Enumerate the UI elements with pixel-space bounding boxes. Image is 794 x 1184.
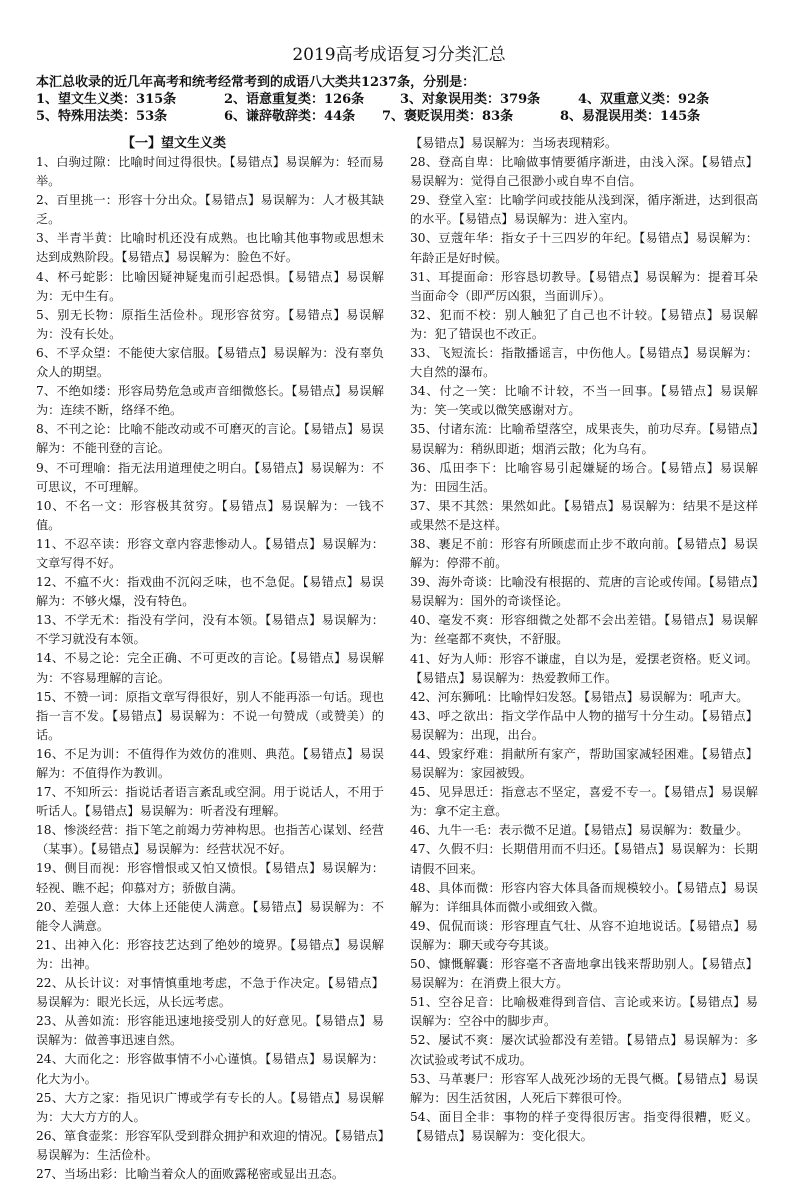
idiom-entry: 45、见异思迁：指意志不坚定，喜爱不专一。【易错点】易误解为：拿不定主意。 bbox=[410, 785, 758, 819]
idiom-entry: 30、豆蔻年华：指女子十三四岁的年纪。【易错点】易误解为：年龄正是好时候。 bbox=[410, 231, 758, 265]
left-column bbox=[36, 134, 384, 1184]
idiom-entry: 2、百里挑一：形容十分出众。【易错点】易误解为：人才极其缺乏。 bbox=[36, 193, 384, 227]
idiom-entry: 39、海外奇谈：比喻没有根据的、荒唐的言论或传闻。【易错点】易误解为：国外的奇谈怪论。 bbox=[410, 575, 758, 609]
idiom-entry: 11、不忍卒读：形容文章内容悲惨动人。【易错点】易误解为：文章写得不好。 bbox=[36, 536, 384, 570]
idiom-entry: 18、惨淡经营：指下笔之前竭力劳神构思。也指苦心谋划、经营（某事）。【易错点】易误解为：经营状况不好。 bbox=[36, 823, 384, 857]
category-row-1 bbox=[36, 91, 762, 108]
idiom-entry: 26、箪食壶浆：形容军队受到群众拥护和欢迎的情况。【易错点】易误解为：生活俭朴。 bbox=[36, 1128, 384, 1162]
category-item: 2、语意重复类：126条 bbox=[224, 92, 365, 107]
idiom-entry: 1、白驹过隙：比喻时间过得很快。【易错点】易误解为：轻而易举。 bbox=[36, 155, 384, 189]
idiom-entry: 【易错点】易误解为：当场表现精彩。 bbox=[410, 136, 618, 150]
idiom-entry: 6、不孚众望：不能使大家信服。【易错点】易误解为：没有辜负众人的期望。 bbox=[36, 345, 384, 380]
idiom-entry: 28、登高自卑：比喻做事情要循序渐进，由浅入深。【易错点】易误解为：觉得自己很渺小或自卑不自信。 bbox=[410, 155, 758, 189]
idiom-entry: 5、别无长物：原指生活俭朴。现形容贫穷。【易错点】易误解为：没有长处。 bbox=[36, 307, 384, 341]
idiom-entry: 44、毁家纾难：捐献所有家产，帮助国家减轻困难。【易错点】易误解为：家园被毁。 bbox=[410, 747, 758, 781]
idiom-entry: 32、犯而不校：别人触犯了自己也不计较。【易错点】易误解为：犯了错误也不改正。 bbox=[410, 307, 758, 341]
idiom-entry: 34、付之一笑：比喻不计较，不当一回事。【易错点】易误解为：笑一笑或以微笑感谢对方。 bbox=[410, 384, 758, 418]
idiom-entry: 37、果不其然：果然如此。【易错点】易误解为：结果不是这样或果然不是这样。 bbox=[410, 498, 758, 532]
idiom-entry: 54、面目全非：事物的样子变得很厉害。指变得很糟，贬义。【易错点】易误解为：变化很大。 bbox=[410, 1109, 758, 1143]
category-item: 7、褒贬误用类：83条 bbox=[382, 109, 514, 124]
idiom-entry: 17、不知所云：指说话者语言紊乱或空洞。用于说话人，不用于听话人。【易错点】易误解为：听者没有理解。 bbox=[36, 785, 384, 819]
idiom-entry: 27、当场出彩：比喻当着众人的面败露秘密或显出丑态。 bbox=[36, 1166, 345, 1181]
document-page bbox=[36, 44, 762, 1181]
idiom-entry: 36、瓜田李下：比喻容易引起嫌疑的场合。【易错点】易误解为：田园生活。 bbox=[410, 460, 758, 494]
idiom-entry: 24、大而化之：形容做事情不小心谨慎。【易错点】易误解为：化大为小。 bbox=[36, 1052, 384, 1086]
idiom-entry: 16、不足为训：不值得作为效仿的准则、典范。【易错点】易误解为：不值得作为教训。 bbox=[36, 746, 384, 780]
section-title: 【一】望文生义类 bbox=[122, 136, 227, 151]
category-item: 4、双重意义类：92条 bbox=[578, 92, 710, 107]
idiom-entry: 29、登堂入室：比喻学问或技能从浅到深，循序渐进，达到很高的水平。【易错点】易误解为：进入室内。 bbox=[410, 193, 758, 227]
idiom-entry: 41、好为人师：形容不谦虚，自以为是，爱摆老资格。贬义词。【易错点】易误解为：热爱教师工作。 bbox=[410, 651, 758, 685]
idiom-entry: 8、不刊之论：比喻不能改动或不可磨灭的言论。【易错点】易误解为：不能刊登的言论。 bbox=[36, 422, 384, 456]
idiom-entry: 23、从善如流：形容能迅速地接受别人的好意见。【易错点】易误解为：做善事迅速自然。 bbox=[36, 1014, 384, 1048]
idiom-entry: 49、侃侃而谈：形容理直气壮、从容不迫地说话。【易错点】易误解为：聊天或夸夸其谈。 bbox=[410, 918, 758, 952]
idiom-entry: 52、屡试不爽：屡次试验都没有差错。【易错点】易误解为：多次试验或考试不成功。 bbox=[410, 1033, 758, 1067]
idiom-entry: 22、从长计议：对事情慎重地考虑，不急于作决定。【易错点】易误解为：眼光长远，从长远考虑。 bbox=[36, 976, 384, 1010]
category-item: 1、望文生义类：315条 bbox=[36, 92, 177, 107]
idiom-entry: 4、杯弓蛇影：比喻因疑神疑鬼而引起恐惧。【易错点】易误解为：无中生有。 bbox=[36, 269, 384, 303]
idiom-entry: 31、耳提面命：形容恳切教导。【易错点】易误解为：提着耳朵当面命令（即严厉凶狠，当面训斥）。 bbox=[410, 269, 758, 303]
idiom-entry: 21、出神入化：形容技艺达到了绝妙的境界。【易错点】易误解为：出神。 bbox=[36, 937, 384, 971]
idiom-entry: 50、慷慨解囊：形容毫不吝啬地拿出钱来帮助别人。【易错点】易误解为：在消费上很大方。 bbox=[410, 957, 758, 991]
idiom-entry: 19、侧目而视：形容憎恨或又怕又愤恨。【易错点】易误解为：轻视、瞧不起；仰慕对方；骄傲自满。 bbox=[36, 861, 384, 895]
category-item: 8、易混误用类：145条 bbox=[560, 109, 701, 124]
idiom-entry: 35、付诸东流：比喻希望落空，成果丧失，前功尽弃。【易错点】易误解为：稍纵即逝；烟消云散；化为乌有。 bbox=[410, 422, 758, 456]
idiom-entry: 10、不名一文：形容极其贫穷。【易错点】易误解为：一钱不值。 bbox=[36, 498, 384, 532]
category-item: 5、特殊用法类：53条 bbox=[36, 109, 168, 124]
idiom-entry: 42、河东狮吼：比喻悍妇发怒。【易错点】易误解为：吼声大。 bbox=[410, 689, 749, 704]
idiom-entry: 3、半青半黄：比喻时机还没有成熟。也比喻其他事物或思想未达到成熟阶段。【易错点】易误解为：脸色不好。 bbox=[36, 231, 384, 265]
idiom-entry: 38、裹足不前：形容有所顾虑而止步不敢向前。【易错点】易误解为：停滞不前。 bbox=[410, 536, 758, 571]
right-column bbox=[410, 134, 758, 1146]
category-item: 3、对象误用类：379条 bbox=[400, 92, 541, 107]
category-row-2 bbox=[36, 108, 762, 125]
intro-line: 本汇总收录的近几年高考和统考经常考到的成语八大类共1237条，分别是： bbox=[36, 75, 476, 90]
idiom-entry: 9、不可理喻：指无法用道理使之明白。【易错点】易误解为：不可思议，不可理解。 bbox=[36, 460, 384, 494]
idiom-entry: 43、呼之欲出：指文学作品中人物的描写十分生动。【易错点】易误解为：出现，出台。 bbox=[410, 708, 758, 742]
idiom-entry: 46、九牛一毛：表示微不足道。【易错点】易误解为：数量少。 bbox=[410, 823, 749, 838]
idiom-entry: 51、空谷足音：比喻极难得到音信、言论或来访。【易错点】易误解为：空谷中的脚步声。 bbox=[410, 995, 758, 1029]
category-item: 6、谦辞敬辞类：44条 bbox=[224, 109, 356, 124]
idiom-entry: 14、不易之论：完全正确、不可更改的言论。【易错点】易误解为：不容易理解的言论。 bbox=[36, 651, 384, 685]
idiom-entry: 25、大方之家：指见识广博或学有专长的人。【易错点】易误解为：大大方方的人。 bbox=[36, 1090, 384, 1124]
idiom-entry: 13、不学无术：指没有学问，没有本领。【易错点】易误解为：不学习就没有本领。 bbox=[36, 613, 384, 647]
idiom-entry: 33、飞短流长：指散播谣言，中伤他人。【易错点】易误解为：大自然的瀑布。 bbox=[410, 346, 758, 380]
idiom-entry: 40、毫发不爽：形容细微之处都不会出差错。【易错点】易误解为：丝毫都不爽快，不舒服。 bbox=[410, 613, 758, 647]
idiom-entry: 20、差强人意：大体上还能使人满意。【易错点】易误解为：不能令人满意。 bbox=[36, 899, 384, 933]
document-title: 2019高考成语复习分类汇总 bbox=[292, 45, 506, 65]
idiom-entry: 15、不赞一词：原指文章写得很好，别人不能再添一句话。现也指一言不发。【易错点】易误解为：不说一句赞成（或赞美）的话。 bbox=[36, 689, 384, 742]
idiom-entry: 48、具体而微：形容内容大体具备而规模较小。【易错点】易误解为：详细具体而微小或细致入微。 bbox=[410, 880, 758, 914]
idiom-entry: 7、不绝如缕：形容局势危急或声音细微悠长。【易错点】易误解为：连续不断，络绎不绝。 bbox=[36, 384, 384, 418]
idiom-entry: 12、不瘟不火：指戏曲不沉闷乏味，也不急促。【易错点】易误解为：不够火爆，没有特色。 bbox=[36, 575, 384, 609]
idiom-entry: 53、马革裹尸：形容军人战死沙场的无畏气概。【易错点】易误解为：因生活贫困，人死后下葬很可怜。 bbox=[410, 1071, 758, 1105]
idiom-entry: 47、久假不归：长期借用而不归还。【易错点】易误解为：长期请假不回来。 bbox=[410, 842, 758, 876]
